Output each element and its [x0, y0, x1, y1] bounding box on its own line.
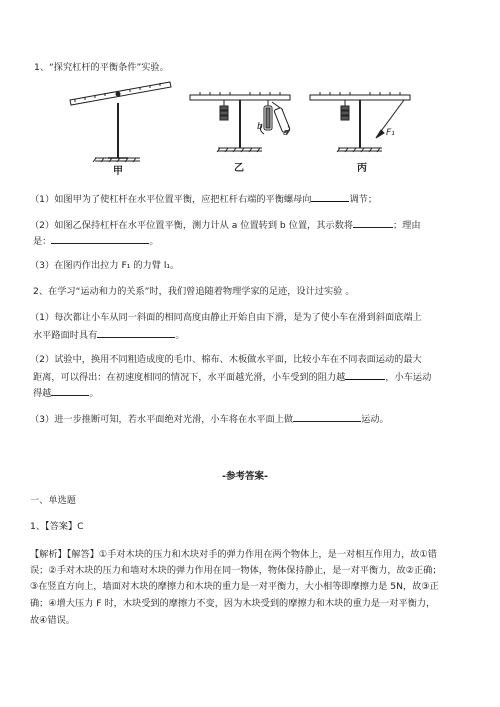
q1-part1: （1）如图甲为了使杠杆在水平位置平衡，应把杠杆右端的平衡螺母向 调节； [30, 194, 378, 205]
figure-jia-drawing [70, 82, 171, 162]
q1-part3: （3）在图丙作出拉力 F₁ 的力臂 l₁。 [30, 260, 180, 271]
answer-blank[interactable] [51, 234, 149, 244]
q2-part1: （1）每次都让小车从同一斜面的相同高度由静止开始自由下滑，是为了使小车在滑到斜面底端上 [30, 312, 422, 323]
question-2-header: 2、在学习“运动和力的关系”时，我们曾追随着物理学家的足迹，设计过实验 。 [33, 286, 355, 297]
answer-blank[interactable] [51, 386, 89, 396]
answer-blank[interactable] [353, 218, 393, 228]
figure-label-bing: 丙 [357, 163, 367, 174]
answer-blank[interactable] [293, 412, 361, 422]
q2-part1-cont: 水平路面时具有 。 [33, 330, 185, 341]
q2-part3: （3）进一步推断可知，若水平面绝对光滑，小车将在水平面上做 运动。 [30, 414, 389, 425]
q2-part2-cont: 距离，可以得出：在初速度相同的情况下，水平面越光滑，小车受到的阻力越 ，小车运动 [33, 372, 432, 383]
answers-item: 1、【答案】C [30, 521, 84, 532]
explanation-line-2: 误；②手对木块的压力和墙对木块的弹力作用在同一物体，物体保持静止，是一对平衡力，故②正确； [30, 565, 442, 576]
lever-figures [0, 0, 500, 190]
figure-label-jia: 甲 [113, 166, 123, 177]
answer-blank[interactable] [97, 328, 175, 338]
explanation-line-3: ③在竖直方向上，墙面对木块的摩擦力和木块的重力是一对平衡力，大小相等即摩擦力是 5N，故③正 [30, 581, 439, 592]
q2-part2-cont2: 得越 。 [33, 388, 99, 399]
question-1-header: 1、“探究杠杆的平衡条件”实验。 [34, 62, 169, 73]
figure-label-f1: F₁ [386, 128, 395, 138]
explanation-line-1: 【解析】【解答】①手对木块的压力和木块对手的弹力作用在两个物体上，是一对相互作用力，故①错 [30, 549, 437, 560]
answers-title: -参考答案- [222, 471, 268, 482]
answer-blank[interactable] [345, 370, 385, 380]
figure-bing-drawing [310, 92, 410, 152]
answers-section: 一、单选题 [30, 495, 76, 506]
q1-part2-cont: 是： 。 [33, 236, 159, 247]
figure-label-yi: 乙 [234, 163, 244, 174]
figure-label-b: b [257, 122, 263, 132]
q1-part2: （2）如图乙保持杠杆在水平位置平衡，测力计从 a 位置转到 b 位置，其示数将 ；理由 [30, 220, 421, 231]
figure-label-a: a [283, 128, 289, 138]
q2-part2: （2）试验中，换用不同粗造成度的毛巾、棉布、木板做水平面，比较小车在不同表面运动的最大 [30, 354, 422, 365]
explanation-line-5: 故④错误。 [30, 615, 75, 626]
figure-yi-drawing [190, 92, 290, 152]
answer-blank[interactable] [311, 192, 349, 202]
explanation-line-4: 确；④增大压力 F 时，木块受到的摩擦力不变，因为木块受到的摩擦力和木块的重力是一对平衡力， [30, 598, 436, 609]
